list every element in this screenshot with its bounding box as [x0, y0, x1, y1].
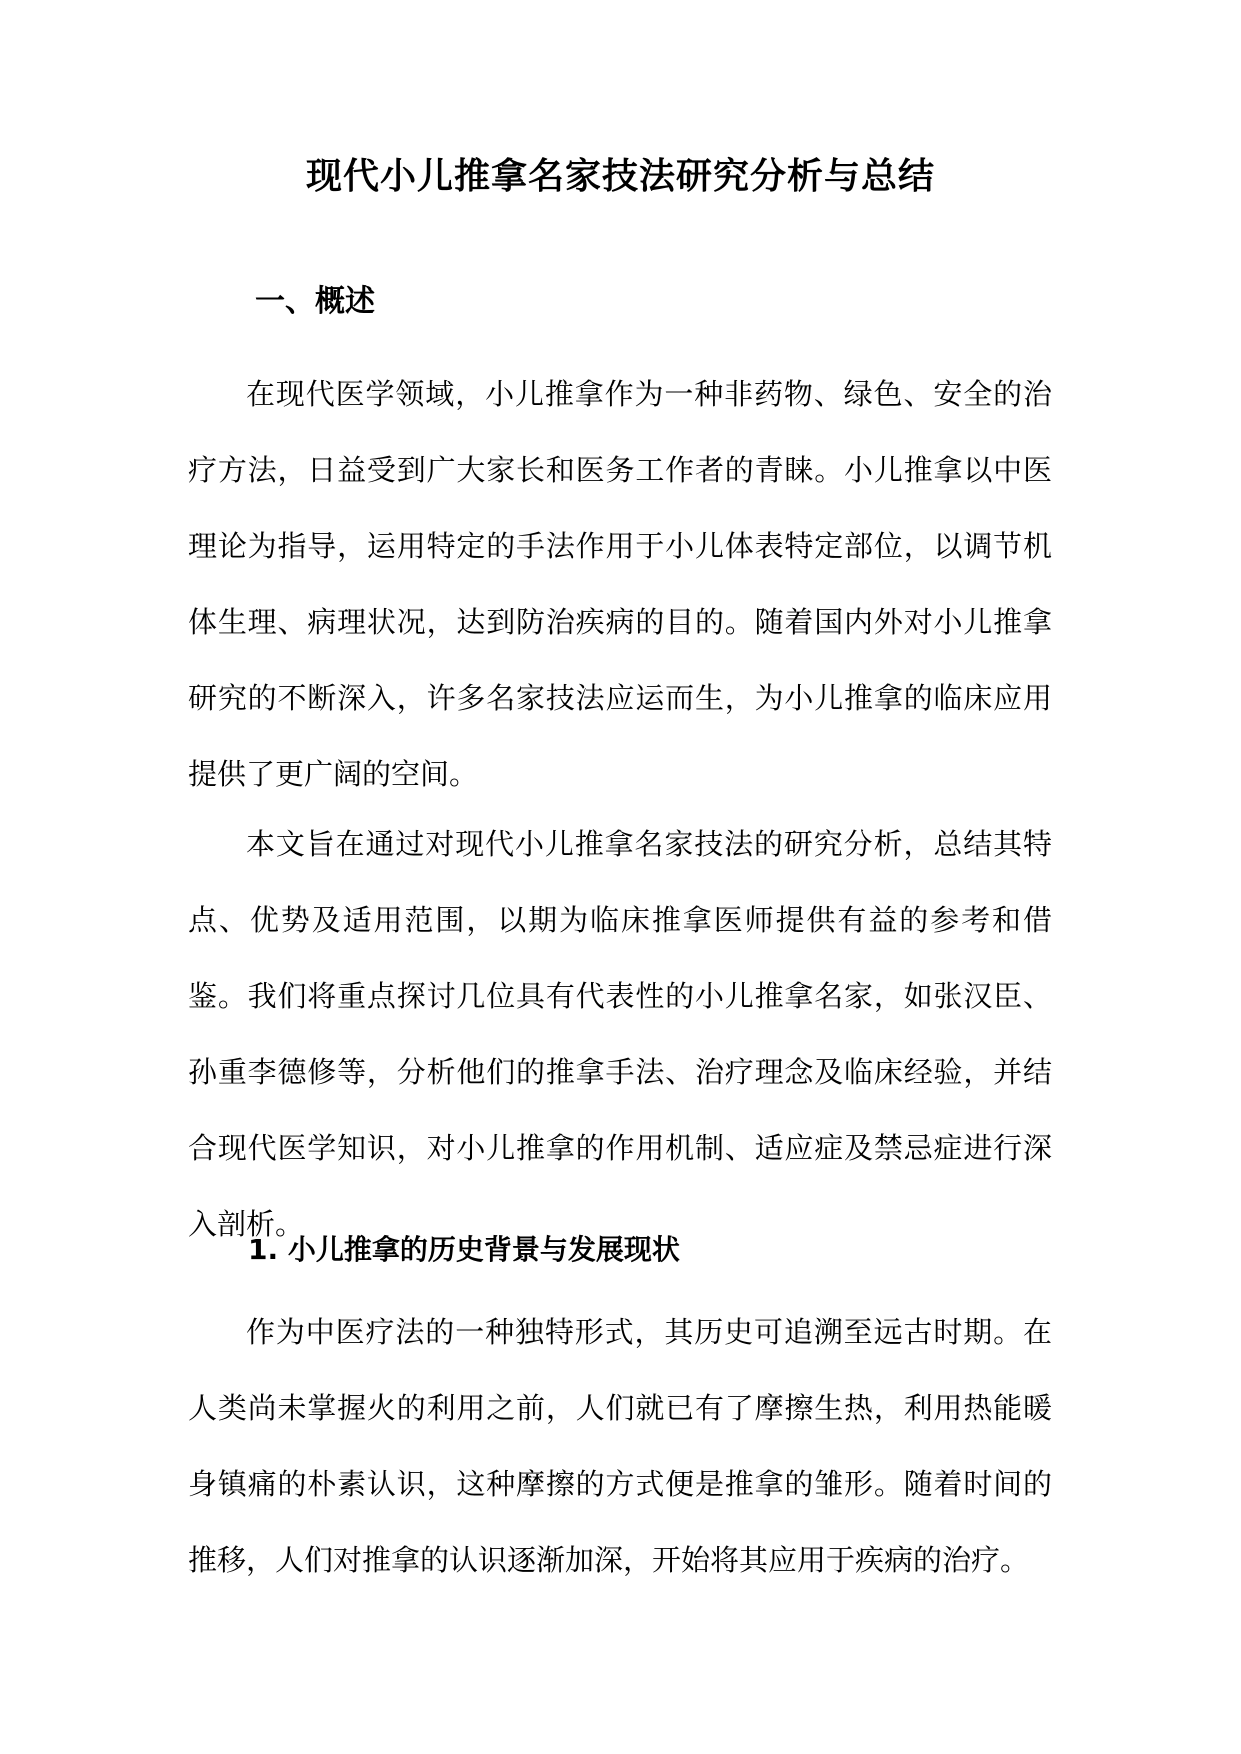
subsection-heading-history: 1. 小儿推拿的历史背景与发展现状	[248, 1233, 680, 1266]
paragraph-intro: 在现代医学领域，小儿推拿作为一种非药物、绿色、安全的治疗方法，日益受到广大家长和医务工作者的青睐。小儿推拿以中医理论为指导，运用特定的手法作用于小儿体表特定部位，以调节机体生理、病理状况，达到防治疾病的目的。随着国内外对小儿推拿研究的不断深入，许多名家技法应运而生，为小儿推拿的临床应用提供了更广阔的空间。	[188, 377, 1052, 791]
document-title: 现代小儿推拿名家技法研究分析与总结	[305, 156, 935, 197]
paragraph-purpose: 本文旨在通过对现代小儿推拿名家技法的研究分析，总结其特点、优势及适用范围，以期为临床推拿医师提供有益的参考和借鉴。我们将重点探讨几位具有代表性的小儿推拿名家，如张汉臣、孙重李德修等，分析他们的推拿手法、治疗理念及临床经验，并结合现代医学知识，对小儿推拿的作用机制、适应症及禁忌症进行深入剖析。	[188, 827, 1052, 1241]
paragraph-history: 作为中医疗法的一种独特形式，其历史可追溯至远古时期。在人类尚未掌握火的利用之前，人们就已有了摩擦生热，利用热能暖身镇痛的朴素认识，这种摩擦的方式便是推拿的雏形。随着时间的推移，人们对推拿的认识逐渐加深，开始将其应用于疾病的治疗。	[188, 1315, 1052, 1577]
section-heading-overview: 一、概述	[255, 284, 375, 319]
